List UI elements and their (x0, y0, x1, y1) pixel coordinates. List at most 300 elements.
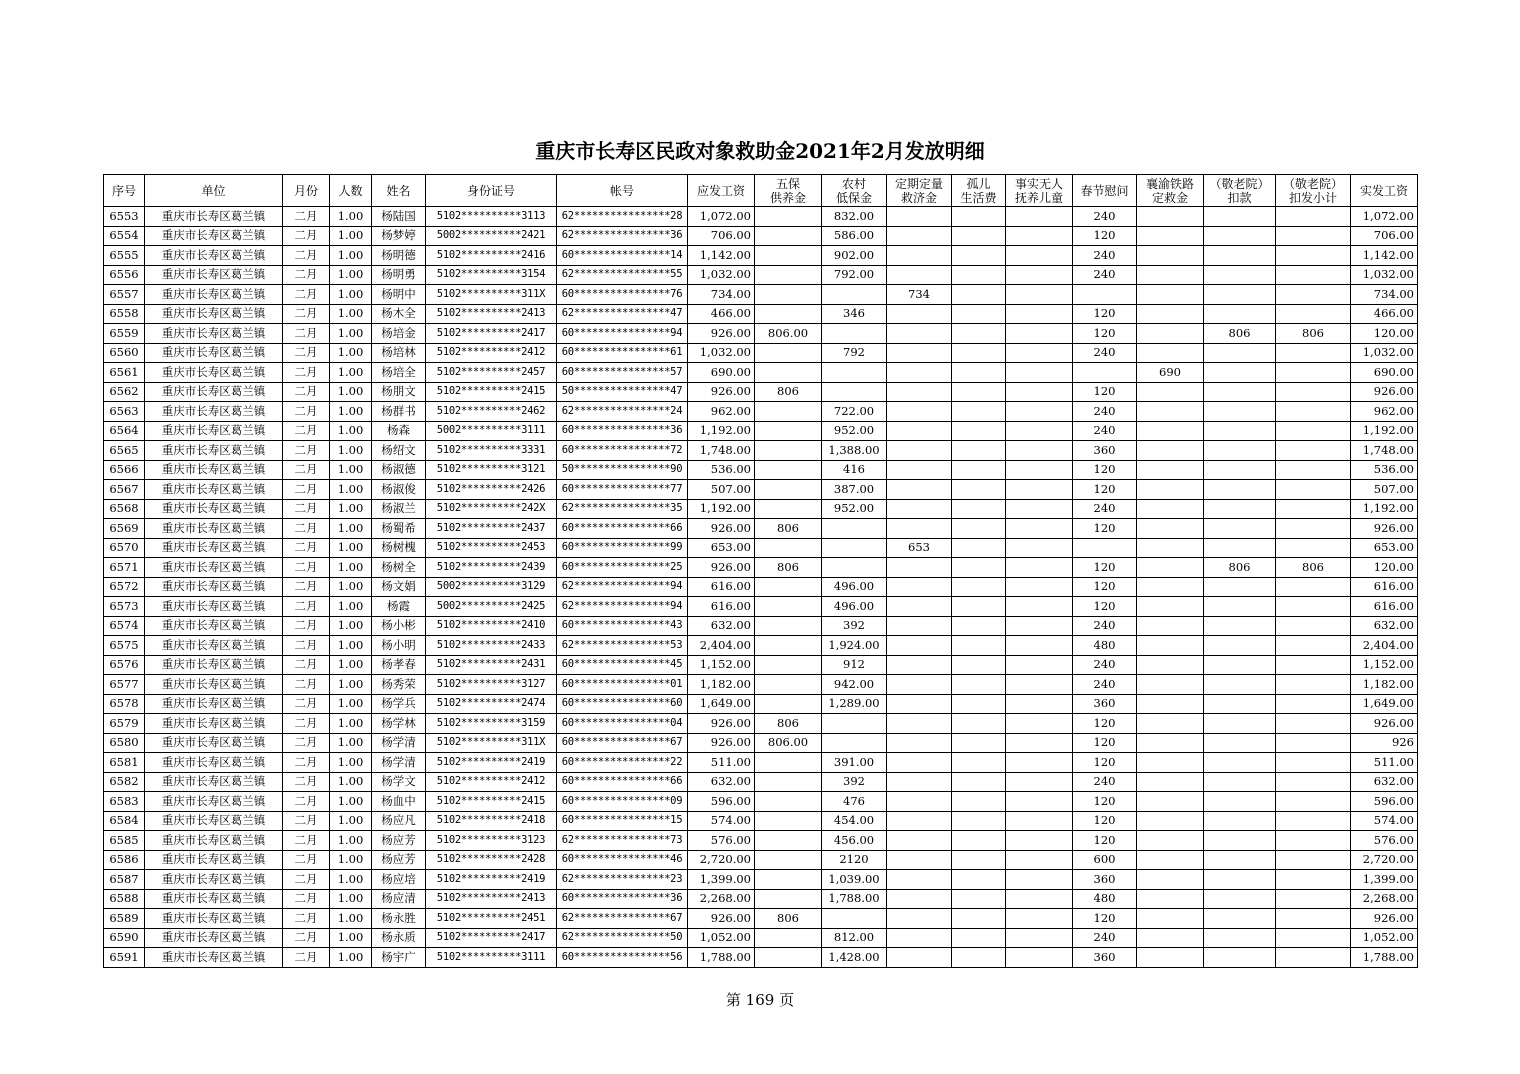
table-cell (1276, 304, 1351, 324)
column-header: 姓名 (372, 175, 426, 207)
table-cell: 重庆市长寿区葛兰镇 (145, 597, 283, 617)
table-cell: 杨学林 (372, 714, 426, 734)
table-cell (755, 948, 822, 968)
table-cell: 5102**********2410 (426, 616, 557, 636)
table-cell: 二月 (283, 304, 330, 324)
table-cell (1276, 909, 1351, 929)
table-cell: 6568 (104, 499, 145, 519)
table-cell: 1,649.00 (688, 694, 755, 714)
table-cell: 6588 (104, 889, 145, 909)
table-cell: 1,152.00 (1351, 655, 1418, 675)
table-cell: 二月 (283, 870, 330, 890)
table-cell: 476 (822, 792, 887, 812)
table-cell (755, 285, 822, 305)
table-cell: 5102**********2417 (426, 324, 557, 344)
table-cell: 6571 (104, 558, 145, 578)
table-cell: 6566 (104, 460, 145, 480)
table-cell: 1,142.00 (688, 246, 755, 266)
table-cell (1006, 363, 1073, 383)
table-cell: 1,388.00 (822, 441, 887, 461)
table-row (104, 460, 1418, 480)
table-cell: 重庆市长寿区葛兰镇 (145, 870, 283, 890)
table-cell: 806 (1276, 558, 1351, 578)
table-cell: 二月 (283, 753, 330, 773)
table-cell: 重庆市长寿区葛兰镇 (145, 285, 283, 305)
table-cell: 62****************94 (557, 577, 688, 597)
table-cell: 重庆市长寿区葛兰镇 (145, 382, 283, 402)
table-cell: 1.00 (330, 577, 372, 597)
table-cell: 重庆市长寿区葛兰镇 (145, 421, 283, 441)
table-cell (952, 226, 1006, 246)
column-header: 帐号 (557, 175, 688, 207)
table-body (104, 207, 1418, 968)
table-cell (1204, 207, 1276, 227)
table-cell: 二月 (283, 909, 330, 929)
table-cell (822, 382, 887, 402)
table-cell: 重庆市长寿区葛兰镇 (145, 636, 283, 656)
table-cell (1006, 694, 1073, 714)
table-cell: 5102**********2419 (426, 870, 557, 890)
table-cell (1137, 655, 1204, 675)
table-cell (887, 324, 952, 344)
table-cell: 952.00 (822, 499, 887, 519)
table-cell (755, 207, 822, 227)
table-cell: 重庆市长寿区葛兰镇 (145, 324, 283, 344)
table-cell (887, 558, 952, 578)
table-cell: 重庆市长寿区葛兰镇 (145, 499, 283, 519)
table-cell: 240 (1073, 616, 1137, 636)
table-cell (1073, 538, 1137, 558)
table-cell (887, 850, 952, 870)
table-row (104, 402, 1418, 422)
table-cell: 120 (1073, 597, 1137, 617)
table-cell: 二月 (283, 733, 330, 753)
table-cell: 杨血中 (372, 792, 426, 812)
table-cell (755, 577, 822, 597)
table-cell (1204, 441, 1276, 461)
table-cell: 二月 (283, 655, 330, 675)
table-cell: 杨明德 (372, 246, 426, 266)
table-cell: 杨学清 (372, 733, 426, 753)
table-cell: 706.00 (1351, 226, 1418, 246)
table-cell: 杨群书 (372, 402, 426, 422)
table-cell: 60****************66 (557, 519, 688, 539)
table-cell: 926.00 (1351, 714, 1418, 734)
table-cell: 596.00 (1351, 792, 1418, 812)
table-row (104, 441, 1418, 461)
table-cell: 二月 (283, 246, 330, 266)
table-cell (887, 753, 952, 773)
table-row (104, 870, 1418, 890)
table-cell: 杨绍文 (372, 441, 426, 461)
table-cell: 806 (755, 519, 822, 539)
table-cell: 重庆市长寿区葛兰镇 (145, 694, 283, 714)
table-cell (1137, 675, 1204, 695)
table-cell: 1.00 (330, 889, 372, 909)
table-cell (755, 421, 822, 441)
table-row (104, 616, 1418, 636)
table-cell: 杨小彬 (372, 616, 426, 636)
table-cell (755, 343, 822, 363)
table-cell: 240 (1073, 928, 1137, 948)
table-cell (755, 246, 822, 266)
table-cell (1204, 636, 1276, 656)
table-cell (887, 441, 952, 461)
table-cell (1006, 558, 1073, 578)
table-cell: 1,428.00 (822, 948, 887, 968)
table-cell (1137, 207, 1204, 227)
table-cell: 120 (1073, 811, 1137, 831)
table-cell: 926.00 (688, 714, 755, 734)
table-cell: 重庆市长寿区葛兰镇 (145, 480, 283, 500)
table-cell (952, 577, 1006, 597)
table-cell: 62****************53 (557, 636, 688, 656)
table-cell: 重庆市长寿区葛兰镇 (145, 733, 283, 753)
table-cell: 1,748.00 (688, 441, 755, 461)
table-cell: 1,072.00 (688, 207, 755, 227)
table-cell: 496.00 (822, 597, 887, 617)
table-cell (1204, 909, 1276, 929)
table-cell (1276, 733, 1351, 753)
table-cell (952, 928, 1006, 948)
table-cell: 60****************76 (557, 285, 688, 305)
table-cell (1276, 499, 1351, 519)
table-cell: 5002**********3111 (426, 421, 557, 441)
table-cell: 5102**********2412 (426, 772, 557, 792)
table-cell (1137, 558, 1204, 578)
table-cell (887, 304, 952, 324)
table-cell: 60****************77 (557, 480, 688, 500)
table-cell: 5002**********3129 (426, 577, 557, 597)
table-cell (952, 889, 1006, 909)
table-cell: 6572 (104, 577, 145, 597)
table-cell: 杨明勇 (372, 265, 426, 285)
table-cell: 62****************23 (557, 870, 688, 890)
table-cell: 240 (1073, 402, 1137, 422)
table-row (104, 850, 1418, 870)
table-cell: 杨树全 (372, 558, 426, 578)
table-cell (1204, 675, 1276, 695)
table-cell (1276, 675, 1351, 695)
table-cell (952, 714, 1006, 734)
table-cell: 重庆市长寿区葛兰镇 (145, 577, 283, 597)
table-cell (1204, 265, 1276, 285)
table-cell: 1,788.00 (822, 889, 887, 909)
table-cell: 二月 (283, 889, 330, 909)
table-cell: 240 (1073, 655, 1137, 675)
table-cell (1276, 792, 1351, 812)
table-cell: 1,192.00 (688, 499, 755, 519)
table-cell (1137, 636, 1204, 656)
table-cell: 1,032.00 (1351, 265, 1418, 285)
table-cell (887, 616, 952, 636)
table-cell (755, 226, 822, 246)
table-cell (1073, 285, 1137, 305)
table-cell: 二月 (283, 343, 330, 363)
table-cell: 240 (1073, 675, 1137, 695)
column-header: 孤儿 生活费 (952, 175, 1006, 207)
table-cell: 5102**********2416 (426, 246, 557, 266)
table-cell (1276, 577, 1351, 597)
table-cell: 杨蜀希 (372, 519, 426, 539)
table-cell: 6555 (104, 246, 145, 266)
table-cell: 6562 (104, 382, 145, 402)
table-cell (887, 694, 952, 714)
table-cell: 1.00 (330, 928, 372, 948)
table-cell: 240 (1073, 207, 1137, 227)
table-cell: 二月 (283, 324, 330, 344)
table-cell: 391.00 (822, 753, 887, 773)
table-cell (887, 714, 952, 734)
table-cell: 6581 (104, 753, 145, 773)
table-cell: 杨学兵 (372, 694, 426, 714)
table-cell (952, 538, 1006, 558)
table-cell: 杨文娟 (372, 577, 426, 597)
table-cell: 6586 (104, 850, 145, 870)
table-cell: 60****************45 (557, 655, 688, 675)
table-cell: 496.00 (822, 577, 887, 597)
table-cell (952, 382, 1006, 402)
table-cell (755, 363, 822, 383)
table-cell: 466.00 (688, 304, 755, 324)
table-cell: 重庆市长寿区葛兰镇 (145, 460, 283, 480)
table-cell: 926.00 (688, 733, 755, 753)
table-cell: 926.00 (688, 382, 755, 402)
table-cell: 1.00 (330, 285, 372, 305)
table-cell: 6578 (104, 694, 145, 714)
table-cell: 50****************90 (557, 460, 688, 480)
table-cell (1006, 382, 1073, 402)
table-cell: 792 (822, 343, 887, 363)
table-cell: 456.00 (822, 831, 887, 851)
table-cell: 1.00 (330, 519, 372, 539)
table-cell: 1.00 (330, 636, 372, 656)
table-cell (1006, 226, 1073, 246)
table-cell: 5102**********3121 (426, 460, 557, 480)
table-cell: 二月 (283, 207, 330, 227)
table-cell: 二月 (283, 636, 330, 656)
table-row (104, 928, 1418, 948)
table-cell (952, 753, 1006, 773)
table-cell (1276, 753, 1351, 773)
table-cell: 690 (1137, 363, 1204, 383)
table-cell (952, 343, 1006, 363)
table-cell: 586.00 (822, 226, 887, 246)
table-cell: 1.00 (330, 558, 372, 578)
table-cell (1276, 811, 1351, 831)
table-cell (1204, 285, 1276, 305)
table-cell (1006, 285, 1073, 305)
table-cell: 653 (887, 538, 952, 558)
table-cell (1137, 928, 1204, 948)
table-cell: 536.00 (1351, 460, 1418, 480)
table-cell: 120 (1073, 558, 1137, 578)
table-row (104, 246, 1418, 266)
table-cell: 616.00 (688, 577, 755, 597)
table-cell: 杨学清 (372, 753, 426, 773)
table-cell: 1.00 (330, 382, 372, 402)
table-cell: 杨朋文 (372, 382, 426, 402)
table-cell (755, 304, 822, 324)
table-cell (1137, 343, 1204, 363)
table-cell (1137, 402, 1204, 422)
table-cell: 706.00 (688, 226, 755, 246)
table-cell: 926.00 (1351, 909, 1418, 929)
table-cell: 1.00 (330, 675, 372, 695)
table-cell (952, 207, 1006, 227)
table-cell (952, 402, 1006, 422)
table-cell (1137, 265, 1204, 285)
table-cell (887, 792, 952, 812)
table-cell: 480 (1073, 889, 1137, 909)
table-cell: 120 (1073, 792, 1137, 812)
table-cell: 1.00 (330, 850, 372, 870)
table-cell: 1,152.00 (688, 655, 755, 675)
table-cell: 杨永质 (372, 928, 426, 948)
table-cell: 6570 (104, 538, 145, 558)
table-cell (1276, 343, 1351, 363)
table-cell (755, 480, 822, 500)
table-cell (952, 870, 1006, 890)
table-cell: 二月 (283, 499, 330, 519)
table-row (104, 909, 1418, 929)
table-cell: 62****************55 (557, 265, 688, 285)
table-cell (1137, 226, 1204, 246)
table-cell (1137, 382, 1204, 402)
table-cell: 62****************50 (557, 928, 688, 948)
table-row (104, 772, 1418, 792)
table-cell: 6553 (104, 207, 145, 227)
table-cell (952, 616, 1006, 636)
table-cell (887, 831, 952, 851)
table-cell (1006, 753, 1073, 773)
table-cell: 120 (1073, 480, 1137, 500)
table-cell: 240 (1073, 343, 1137, 363)
table-cell (755, 616, 822, 636)
table-cell: 重庆市长寿区葛兰镇 (145, 675, 283, 695)
table-cell (1204, 421, 1276, 441)
table-cell: 重庆市长寿区葛兰镇 (145, 207, 283, 227)
table-cell: 2,404.00 (688, 636, 755, 656)
table-cell: 二月 (283, 285, 330, 305)
column-header: 春节慰问 (1073, 175, 1137, 207)
table-cell: 6589 (104, 909, 145, 929)
column-header: 人数 (330, 175, 372, 207)
table-cell: 1,788.00 (1351, 948, 1418, 968)
table-cell (1204, 480, 1276, 500)
table-cell: 6557 (104, 285, 145, 305)
table-row (104, 499, 1418, 519)
column-header: （敬老院） 扣款 (1204, 175, 1276, 207)
table-cell: 120 (1073, 324, 1137, 344)
table-cell: 632.00 (688, 772, 755, 792)
table-cell (1204, 577, 1276, 597)
table-cell: 616.00 (1351, 597, 1418, 617)
table-cell: 1.00 (330, 597, 372, 617)
table-cell (1204, 382, 1276, 402)
table-cell (952, 733, 1006, 753)
table-cell: 杨陆国 (372, 207, 426, 227)
table-cell: 6573 (104, 597, 145, 617)
table-cell: 6554 (104, 226, 145, 246)
table-cell: 二月 (283, 265, 330, 285)
table-cell (1137, 304, 1204, 324)
table-cell: 二月 (283, 694, 330, 714)
table-cell: 1.00 (330, 265, 372, 285)
table-cell (1204, 343, 1276, 363)
table-cell (887, 246, 952, 266)
table-cell: 5102**********2419 (426, 753, 557, 773)
table-cell (952, 480, 1006, 500)
table-cell: 120 (1073, 714, 1137, 734)
table-cell: 6579 (104, 714, 145, 734)
table-cell (887, 675, 952, 695)
table-cell: 806 (1204, 324, 1276, 344)
table-cell (755, 636, 822, 656)
table-cell: 1.00 (330, 772, 372, 792)
table-cell: 杨孝春 (372, 655, 426, 675)
table-cell (1276, 831, 1351, 851)
table-cell: 杨小明 (372, 636, 426, 656)
table-cell: 60****************56 (557, 948, 688, 968)
table-cell: 60****************94 (557, 324, 688, 344)
table-cell (887, 597, 952, 617)
table-cell: 2,268.00 (688, 889, 755, 909)
table-cell (755, 831, 822, 851)
table-cell (1137, 499, 1204, 519)
table-cell (1276, 636, 1351, 656)
table-cell (822, 324, 887, 344)
table-cell: 1,788.00 (688, 948, 755, 968)
table-cell (952, 246, 1006, 266)
table-cell (755, 811, 822, 831)
table-cell: 5102**********3159 (426, 714, 557, 734)
table-cell (822, 363, 887, 383)
table-cell: 5102**********2415 (426, 792, 557, 812)
table-cell: 2120 (822, 850, 887, 870)
table-cell: 重庆市长寿区葛兰镇 (145, 226, 283, 246)
table-cell: 387.00 (822, 480, 887, 500)
table-row (104, 538, 1418, 558)
table-cell: 806 (1276, 324, 1351, 344)
table-cell: 734.00 (688, 285, 755, 305)
table-cell (1276, 460, 1351, 480)
table-cell: 杨秀荣 (372, 675, 426, 695)
table-cell: 240 (1073, 246, 1137, 266)
table-cell (822, 714, 887, 734)
table-cell (887, 343, 952, 363)
table-cell (1276, 655, 1351, 675)
table-cell: 574.00 (1351, 811, 1418, 831)
table-cell: 重庆市长寿区葛兰镇 (145, 343, 283, 363)
table-cell: 1,052.00 (688, 928, 755, 948)
table-cell: 重庆市长寿区葛兰镇 (145, 519, 283, 539)
table-cell: 392 (822, 616, 887, 636)
table-row (104, 324, 1418, 344)
table-cell: 重庆市长寿区葛兰镇 (145, 655, 283, 675)
table-cell: 392 (822, 772, 887, 792)
table-cell: 5102**********2474 (426, 694, 557, 714)
table-cell: 杨培全 (372, 363, 426, 383)
table-cell (755, 889, 822, 909)
table-cell: 2,720.00 (1351, 850, 1418, 870)
table-cell (1204, 499, 1276, 519)
table-cell (1006, 889, 1073, 909)
table-row (104, 226, 1418, 246)
table-cell: 二月 (283, 402, 330, 422)
table-cell: 二月 (283, 460, 330, 480)
table-cell (1276, 714, 1351, 734)
